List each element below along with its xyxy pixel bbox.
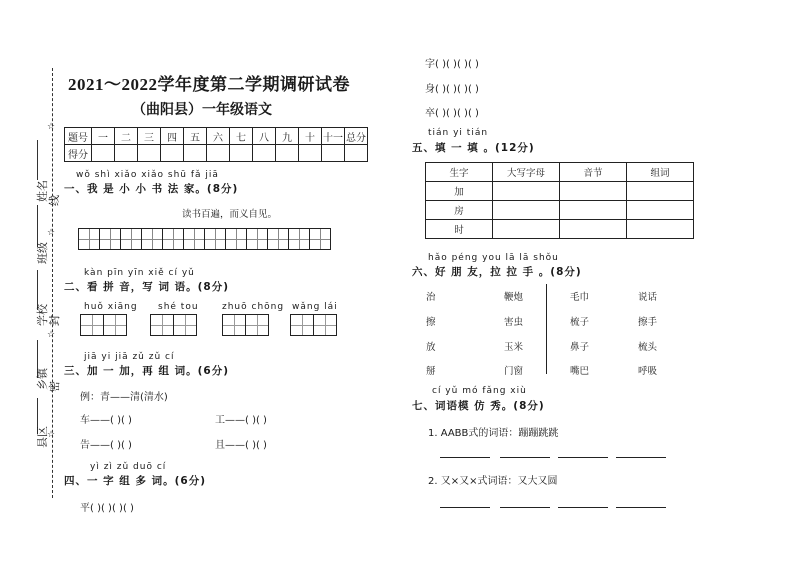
score-header-cell: 五 (184, 128, 207, 145)
s7-q2-blank[interactable] (558, 507, 608, 508)
s6-word[interactable]: 放 (426, 342, 436, 353)
s5-answer-cell[interactable] (493, 182, 560, 201)
s7-q2: 2. 又×又×式词语：又大又圆 (428, 476, 558, 487)
s5-answer-cell[interactable] (560, 220, 627, 239)
star-mark: ☆ (47, 430, 56, 440)
s5-header-cell: 组词 (627, 163, 694, 182)
s6-word[interactable]: 玉米 (504, 342, 524, 353)
score-cell[interactable] (230, 145, 253, 162)
s6-word[interactable]: 呼吸 (638, 366, 658, 377)
score-cell[interactable] (115, 145, 138, 162)
s6-word[interactable]: 治 (426, 292, 436, 303)
score-header-cell: 七 (230, 128, 253, 145)
s6-word[interactable]: 毛巾 (570, 292, 590, 303)
s1-heading: 一、我 是 小 小 书 法 家。(8分) (64, 183, 239, 195)
s5-pinyin: tián yi tián (428, 128, 489, 138)
s5-header-cell: 音节 (560, 163, 627, 182)
s4-heading: 四、一 字 组 多 词。(6分) (64, 475, 207, 487)
score-header-cell: 六 (207, 128, 230, 145)
s1-sentence: 读书百遍，而义自见。 (182, 209, 278, 220)
county-label: 县区 (36, 426, 49, 448)
score-cell[interactable] (299, 145, 322, 162)
s5-answer-cell[interactable] (560, 182, 627, 201)
score-cell[interactable] (207, 145, 230, 162)
score-header-cell: 四 (161, 128, 184, 145)
s6-word[interactable]: 擦 (426, 317, 436, 328)
s5-table (425, 162, 694, 239)
s7-pinyin: cí yǔ mó fǎng xiù (432, 386, 527, 396)
score-cell[interactable] (138, 145, 161, 162)
s6-divider (546, 284, 547, 374)
s2-answer-box[interactable] (150, 314, 196, 336)
score-value-row (65, 145, 368, 162)
s6-word[interactable]: 梳子 (570, 317, 590, 328)
s5-row (426, 220, 694, 239)
line-char: 线 (48, 195, 61, 206)
s7-q1-blank[interactable] (440, 457, 490, 458)
page-subtitle: （曲阳县）一年级语文 (132, 102, 272, 118)
s3-line[interactable]: 工——( )( ) (215, 415, 267, 426)
s7-heading: 七、词语模 仿 秀。(8分) (412, 400, 545, 412)
s3-line[interactable]: 告——( )( ) (80, 440, 132, 451)
s3-line[interactable]: 车——( )( ) (80, 415, 132, 426)
s6-word[interactable]: 掰 (426, 366, 436, 377)
class-label: 班级 (36, 242, 49, 264)
seal-char: 封 (48, 315, 61, 326)
score-header-row (65, 128, 368, 145)
s5-header-row (426, 163, 694, 182)
s6-heading: 六、好 朋 友，拉 拉 手 。(8分) (412, 266, 582, 278)
s2-word-pinyin: wǎng lái (292, 302, 338, 312)
s2-word-pinyin: zhuō chōng (222, 302, 285, 312)
s2-word-pinyin: huǒ xiāng (84, 302, 138, 312)
s7-q1-blank[interactable] (616, 457, 666, 458)
score-cell[interactable] (184, 145, 207, 162)
s7-q1: 1. AABB式的词语：蹦蹦跳跳 (428, 428, 559, 439)
class-field[interactable] (37, 205, 38, 247)
s2-answer-box[interactable] (290, 314, 336, 336)
score-header-cell: 题号 (65, 128, 92, 145)
s2-answer-box[interactable] (222, 314, 268, 336)
s5-row (426, 201, 694, 220)
s5-char: 时 (426, 220, 493, 239)
s7-q1-blank[interactable] (500, 457, 550, 458)
score-header-cell: 三 (138, 128, 161, 145)
s3-heading: 三、加 一 加，再 组 词。(6分) (64, 365, 230, 377)
town-label: 乡镇 (36, 368, 49, 390)
s1-pinyin: wǒ shì xiǎo xiǎo shū fǎ jiā (76, 170, 219, 180)
s3-pinyin: jiā yi jiā zǔ zǔ cí (84, 352, 175, 362)
s6-word[interactable]: 害虫 (504, 317, 524, 328)
s5-char: 房 (426, 201, 493, 220)
score-header-cell: 一 (92, 128, 115, 145)
score-cell[interactable] (161, 145, 184, 162)
score-cell[interactable] (253, 145, 276, 162)
page-title: 2021～2022学年度第二学期调研试卷 (68, 75, 350, 94)
s7-q2-blank[interactable] (500, 507, 550, 508)
s5-answer-cell[interactable] (627, 182, 694, 201)
s6-word[interactable]: 梳头 (638, 342, 658, 353)
school-label: 学校 (36, 304, 49, 326)
s2-pinyin: kàn pīn yīn xiě cí yǔ (84, 268, 195, 278)
s6-word[interactable]: 说话 (638, 292, 658, 303)
s6-word[interactable]: 鼻子 (570, 342, 590, 353)
score-row-label: 得分 (65, 145, 92, 162)
star-mark: ☆ (47, 228, 56, 238)
s2-answer-box[interactable] (80, 314, 126, 336)
s5-char: 加 (426, 182, 493, 201)
score-cell[interactable] (322, 145, 345, 162)
s4-line[interactable]: 平( )( )( )( ) (80, 503, 134, 514)
binding-margin (0, 0, 60, 561)
score-header-cell: 总分 (345, 128, 368, 145)
name-label: 姓名 (36, 180, 49, 202)
score-cell[interactable] (276, 145, 299, 162)
s3-line[interactable]: 且——( )( ) (215, 440, 267, 451)
score-header-cell: 九 (276, 128, 299, 145)
s1-writing-grid[interactable] (78, 228, 330, 250)
s6-pinyin: hǎo péng you lā lā shǒu (428, 253, 559, 263)
s4-pinyin: yì zì zǔ duō cí (90, 462, 167, 472)
s4-right-line[interactable]: 身( )( )( )( ) (425, 84, 479, 95)
score-header-cell: 八 (253, 128, 276, 145)
s6-word[interactable]: 门窗 (504, 366, 524, 377)
s4-right-line[interactable]: 字( )( )( )( ) (425, 59, 479, 70)
s6-word[interactable]: 鞭炮 (504, 292, 524, 303)
s6-word[interactable]: 嘴巴 (570, 366, 590, 377)
s7-q2-blank[interactable] (616, 507, 666, 508)
s7-q1-blank[interactable] (558, 457, 608, 458)
star-mark: ☆ (47, 330, 56, 340)
s3-example: 例：青——清(清水) (80, 392, 168, 403)
s5-heading: 五、填 一 填 。(12分) (412, 142, 535, 154)
s7-q2-blank[interactable] (440, 507, 490, 508)
dense-char: 密 (48, 381, 61, 392)
star-mark: ☆ (47, 122, 56, 132)
s2-word-pinyin: shé tou (158, 302, 199, 312)
s6-word[interactable]: 擦手 (638, 317, 658, 328)
s2-heading: 二、看 拼 音，写 词 语。(8分) (64, 281, 230, 293)
score-header-cell: 十一 (322, 128, 345, 145)
s5-row (426, 182, 694, 201)
s4-right-line[interactable]: 卒( )( )( )( ) (425, 108, 479, 119)
s5-header-cell: 生字 (426, 163, 493, 182)
s5-answer-cell[interactable] (493, 201, 560, 220)
s5-answer-cell[interactable] (627, 201, 694, 220)
score-cell[interactable] (345, 145, 368, 162)
s5-answer-cell[interactable] (493, 220, 560, 239)
s5-answer-cell[interactable] (560, 201, 627, 220)
name-field[interactable] (37, 140, 38, 180)
score-cell[interactable] (92, 145, 115, 162)
s5-answer-cell[interactable] (627, 220, 694, 239)
score-header-cell: 十 (299, 128, 322, 145)
s5-header-cell: 大写字母 (493, 163, 560, 182)
score-header-cell: 二 (115, 128, 138, 145)
score-table (64, 127, 368, 162)
